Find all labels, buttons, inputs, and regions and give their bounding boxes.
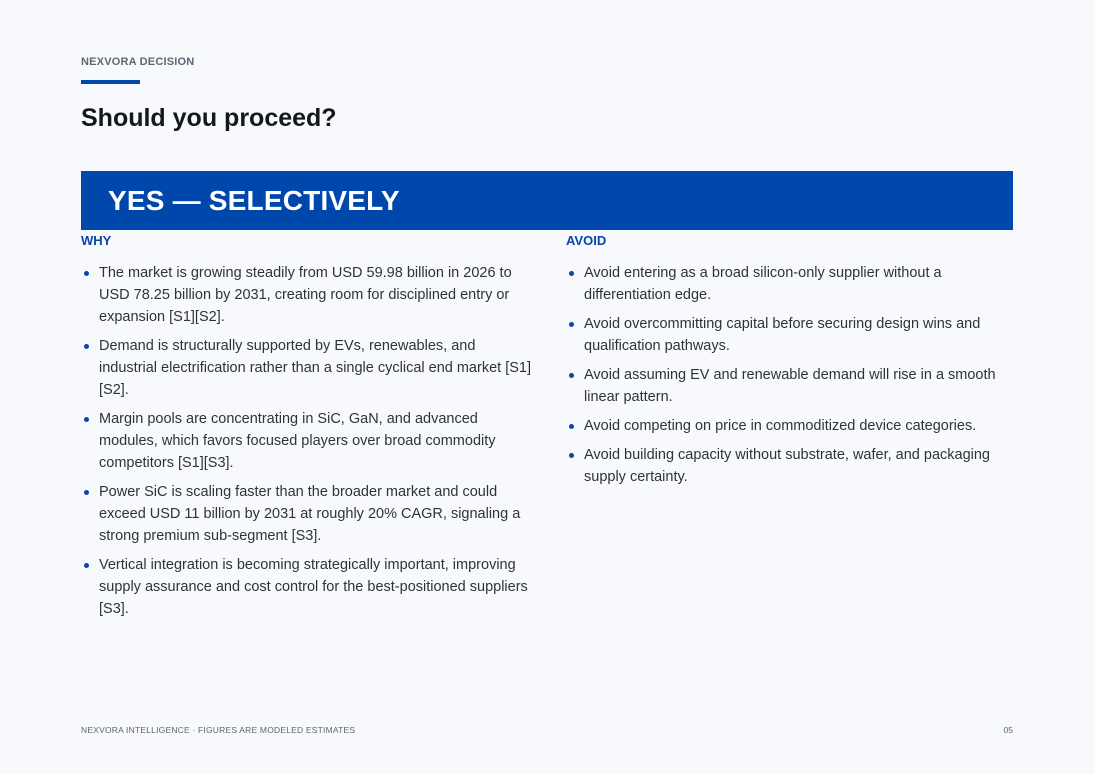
- avoid-item: [566, 415, 1016, 437]
- avoid-list: [566, 262, 1016, 488]
- why-list: [81, 262, 531, 620]
- avoid-item: [566, 313, 1016, 357]
- avoid-heading: AVOID: [566, 233, 607, 248]
- why-item-text: Power SiC is scaling faster than the broader market and could exceed USD 11 billion by 2031 at roughly 20% CAGR, signaling a strong premium sub-segment [S3].: [99, 484, 521, 544]
- verdict-band: [81, 171, 1013, 230]
- bullet-icon: [569, 424, 574, 429]
- avoid-item: [566, 262, 1016, 306]
- bullet-icon: [84, 271, 89, 276]
- avoid-item: [566, 444, 1016, 488]
- why-item: [81, 408, 531, 474]
- why-item-text: Margin pools are concentrating in SiC, GaN, and advanced modules, which favors focused players over broad commodity competitors [S1][S3].: [99, 411, 496, 471]
- why-heading: WHY: [81, 233, 112, 248]
- bullet-icon: [569, 322, 574, 327]
- bullet-icon: [84, 490, 89, 495]
- eyebrow-accent-rule: [81, 80, 140, 84]
- avoid-item-text: Avoid competing on price in commoditized device categories.: [584, 418, 977, 434]
- avoid-item-text: Avoid building capacity without substrate, wafer, and packaging supply certainty.: [584, 447, 990, 485]
- why-column: [81, 233, 531, 627]
- page-title: Should you proceed?: [81, 104, 337, 132]
- why-item-text: Vertical integration is becoming strategically important, improving supply assurance and cost control for the best-positioned suppliers [S3].: [99, 557, 528, 617]
- bullet-icon: [84, 563, 89, 568]
- bullet-icon: [569, 453, 574, 458]
- why-item: [81, 262, 531, 328]
- bullet-icon: [569, 271, 574, 276]
- avoid-item-text: Avoid assuming EV and renewable demand will rise in a smooth linear pattern.: [584, 367, 996, 405]
- avoid-item: [566, 364, 1016, 408]
- eyebrow-label: NEXVORA DECISION: [81, 56, 195, 68]
- avoid-item-text: Avoid overcommitting capital before securing design wins and qualification pathways.: [584, 316, 981, 354]
- bullet-icon: [84, 344, 89, 349]
- why-item: [81, 481, 531, 547]
- why-item-text: Demand is structurally supported by EVs, renewables, and industrial electrification rather than a single cyclical end market [S1][S2].: [99, 338, 531, 398]
- avoid-column: [566, 233, 1016, 495]
- bullet-icon: [84, 417, 89, 422]
- why-item: [81, 554, 531, 620]
- page-number: 05: [1003, 725, 1013, 735]
- verdict-label: YES — SELECTIVELY: [108, 184, 400, 216]
- footer-disclaimer: NEXVORA INTELLIGENCE · FIGURES ARE MODELED ESTIMATES: [81, 725, 356, 735]
- bullet-icon: [569, 373, 574, 378]
- why-item: [81, 335, 531, 401]
- avoid-item-text: Avoid entering as a broad silicon-only supplier without a differentiation edge.: [584, 265, 942, 303]
- why-item-text: The market is growing steadily from USD 59.98 billion in 2026 to USD 78.25 billion by 2031, creating room for disciplined entry or expansion [S1][S2].: [99, 265, 512, 325]
